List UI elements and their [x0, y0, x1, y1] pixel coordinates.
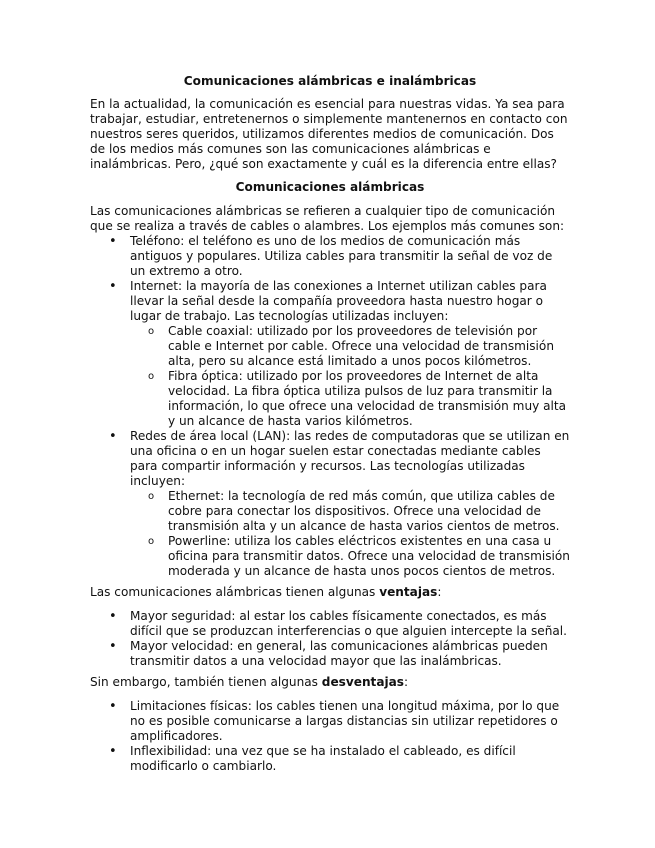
- list-item-text: Redes de área local (LAN): las redes de computadoras que se utilizan en una oficina o en un hogar suelen estar conectadas mediante cables para compartir información y recursos. Las tecnologías utilizadas incluyen:: [130, 429, 570, 488]
- intro-paragraph: En la actualidad, la comunicación es esencial para nuestras vidas. Ya sea para trabajar, estudiar, entretenernos o simplemente mantenernos en contacto con nuestros seres queridos, utilizamos diferentes medios de comunicación. Dos de los medios más comunes son las comunicaciones alámbricas e inalámbricas. Pero, ¿qué son exactamente y cuál es la diferencia entre ellas?: [90, 97, 568, 171]
- list-item-text: Mayor seguridad: al estar los cables físicamente conectados, es más difícil que se produzcan interferencias o que alguien intercepte la señal.: [130, 609, 568, 638]
- list-item-text: Inflexibilidad: una vez que se ha instalado el cableado, es difícil modificarlo o cambiarlo.: [130, 744, 516, 773]
- list-item-text: Internet: la mayoría de las conexiones a Internet utilizan cables para llevar la señal desde la compañía proveedora hasta nuestro hogar o lugar de trabajo. Las tecnologías utilizadas incluyen:: [130, 279, 547, 323]
- list-item-text: Limitaciones físicas: los cables tienen una longitud máxima, por lo que no es posible comunicarse a largas distancias sin utilizar repetidores o amplificadores.: [130, 699, 560, 743]
- list-item-text: Teléfono: el teléfono es uno de los medios de comunicación más antiguos y populares. Utiliza cables para transmitir la señal de voz de un extremo a otro.: [130, 234, 553, 278]
- advantages-lead-suffix: :: [437, 585, 442, 599]
- document-page: [90, 74, 570, 774]
- list-item-internet: [90, 279, 570, 429]
- disadvantages-lead: [90, 675, 570, 690]
- disadvantages-lead-bold: desventajas: [321, 675, 404, 689]
- sublist-item-powerline: [130, 534, 570, 579]
- list-item-telefono: [90, 234, 570, 279]
- list-item-lan: [90, 429, 570, 579]
- sublist-item-text: Fibra óptica: utilizado por los proveedores de Internet de alta velocidad. La fibra óptica utiliza pulsos de luz para transmitir la información, lo que ofrece una velocidad de transmisión muy alta y un alcance de hasta varios kilómetros.: [168, 369, 567, 428]
- sublist-item-fibra-optica: [130, 369, 570, 429]
- sublist-item-text: Ethernet: la tecnología de red más común, que utiliza cables de cobre para conectar los dispositivos. Ofrece una velocidad de transmisión alta y un alcance de hasta varios cientos de metros.: [168, 489, 560, 533]
- sublist-item-ethernet: [130, 489, 570, 534]
- advantages-lead-bold: ventajas: [379, 585, 438, 599]
- internet-technologies-list: [130, 324, 570, 429]
- document-title: Comunicaciones alámbricas e inalámbricas: [183, 74, 477, 88]
- list-item-limitaciones: [90, 699, 570, 744]
- advantages-lead: [90, 585, 570, 600]
- section-heading-wired: Comunicaciones alámbricas: [235, 180, 425, 194]
- advantages-list: [90, 609, 570, 669]
- advantages-lead-prefix: Las comunicaciones alámbricas tienen algunas: [90, 585, 380, 599]
- wired-intro-paragraph: Las comunicaciones alámbricas se refieren a cualquier tipo de comunicación que se realiza a través de cables o alambres. Los ejemplos más comunes son:: [90, 204, 565, 233]
- lan-technologies-list: [130, 489, 570, 579]
- sublist-item-cable-coaxial: [130, 324, 570, 369]
- disadvantages-lead-suffix: :: [404, 675, 409, 689]
- sublist-item-text: Cable coaxial: utilizado por los proveedores de televisión por cable e Internet por cable. Ofrece una velocidad de transmisión alta, pero su alcance está limitado a unos pocos kilómetros.: [168, 324, 554, 368]
- wired-examples-list: [90, 234, 570, 579]
- list-item-velocidad: [90, 639, 570, 669]
- list-item-inflexibilidad: [90, 744, 570, 774]
- disadvantages-list: [90, 699, 570, 774]
- list-item-text: Mayor velocidad: en general, las comunicaciones alámbricas pueden transmitir datos a una velocidad mayor que las inalámbricas.: [130, 639, 548, 668]
- disadvantages-lead-prefix: Sin embargo, también tienen algunas: [90, 675, 322, 689]
- sublist-item-text: Powerline: utiliza los cables eléctricos existentes en una casa u oficina para transmitir datos. Ofrece una velocidad de transmisión moderada y un alcance de hasta unos pocos cientos de metros.: [168, 534, 570, 578]
- list-item-seguridad: [90, 609, 570, 639]
